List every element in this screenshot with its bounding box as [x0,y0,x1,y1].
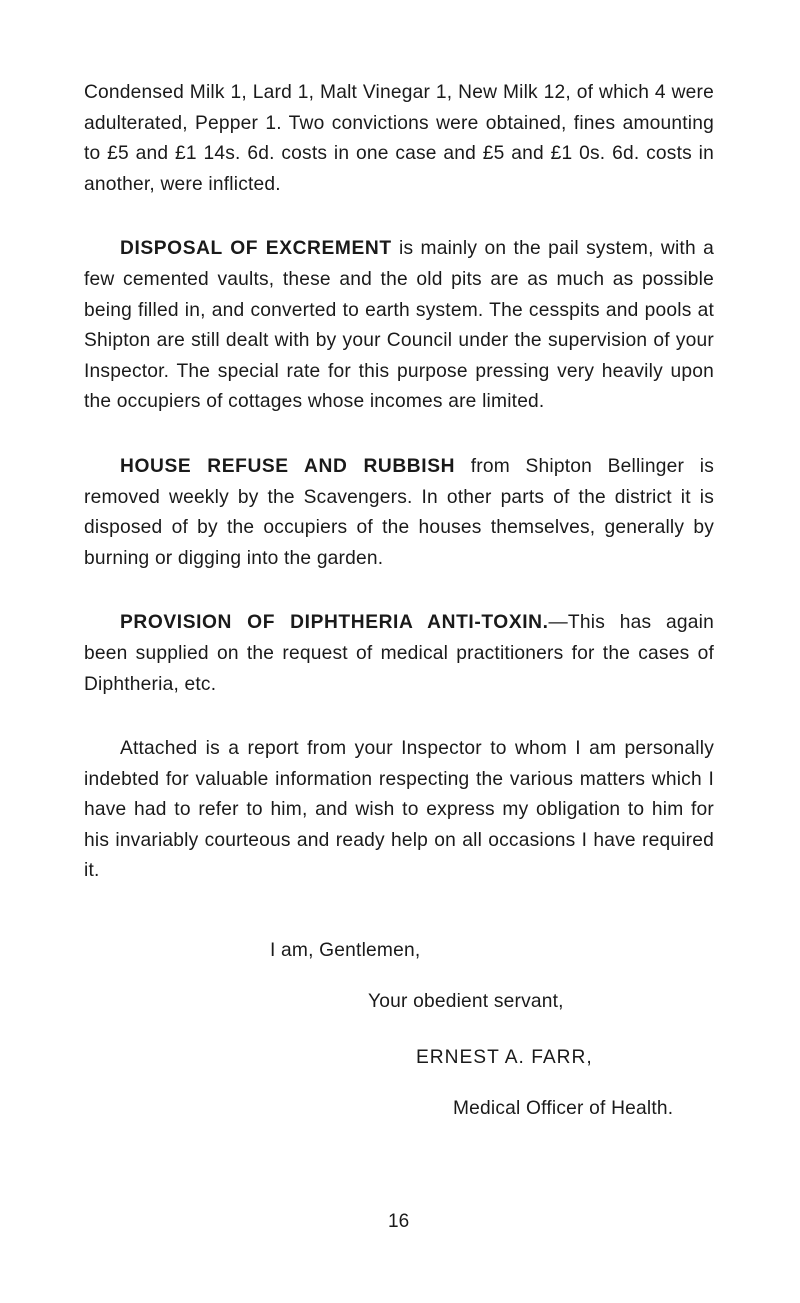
signature-name: ERNEST A. FARR, [416,1047,593,1068]
heading-house-refuse: HOUSE REFUSE AND RUBBISH [120,455,456,477]
heading-disposal-of-excrement: DISPOSAL OF EXCREMENT [120,238,392,260]
text-diphtheria-anti-toxin: —This has again been supplied on the request of medical practitioners for the cases of Diphtheria, etc. [84,612,714,695]
closing-valediction: Your obedient servant, [368,991,564,1012]
closing-salutation: I am, Gentlemen, [270,940,421,961]
paragraph-milk-convictions: Condensed Milk 1, Lard 1, Malt Vinegar 1, New Milk 12, of which 4 were adulterated, Pepper 1. Two convictions were obtained, fines amounting to £5 and £1 14s. 6d. costs in one case and £5 and £1 0s. 6d. costs in another, were inflicted. [84,82,714,195]
page-number: 16 [388,1211,410,1232]
text-house-refuse: from Shipton Bellinger is removed weekly by the Scavengers. In other parts of the district it is disposed of by the occupiers of the houses themselves, generally by burning or digging into the garden. [84,455,714,569]
paragraph-inspector-report: Attached is a report from your Inspector to whom I am personally indebted for valuable information respecting the various matters which I have had to refer to him, and wish to express my obligation to him for his invariably courteous and ready help on all occasions I have required it. [84,738,714,882]
paragraph-diphtheria-anti-toxin [84,608,714,700]
paragraph-disposal-of-excrement [84,234,714,418]
document-body [84,78,714,887]
text-disposal-of-excrement: is mainly on the pail system, with a few cemented vaults, these and the old pits are as much as possible being filled in, and converted to earth system. The cesspits and pools at Shipton are still dealt with by your Council under the supervision of your Inspector. The special rate for this purpose pressing very heavily upon the occupiers of cottages whose incomes are limited. [84,238,715,413]
heading-diphtheria-anti-toxin: PROVISION OF DIPHTHERIA ANTI-TOXIN. [120,612,549,634]
paragraph-house-refuse [84,452,714,574]
signature-title: Medical Officer of Health. [453,1098,674,1119]
